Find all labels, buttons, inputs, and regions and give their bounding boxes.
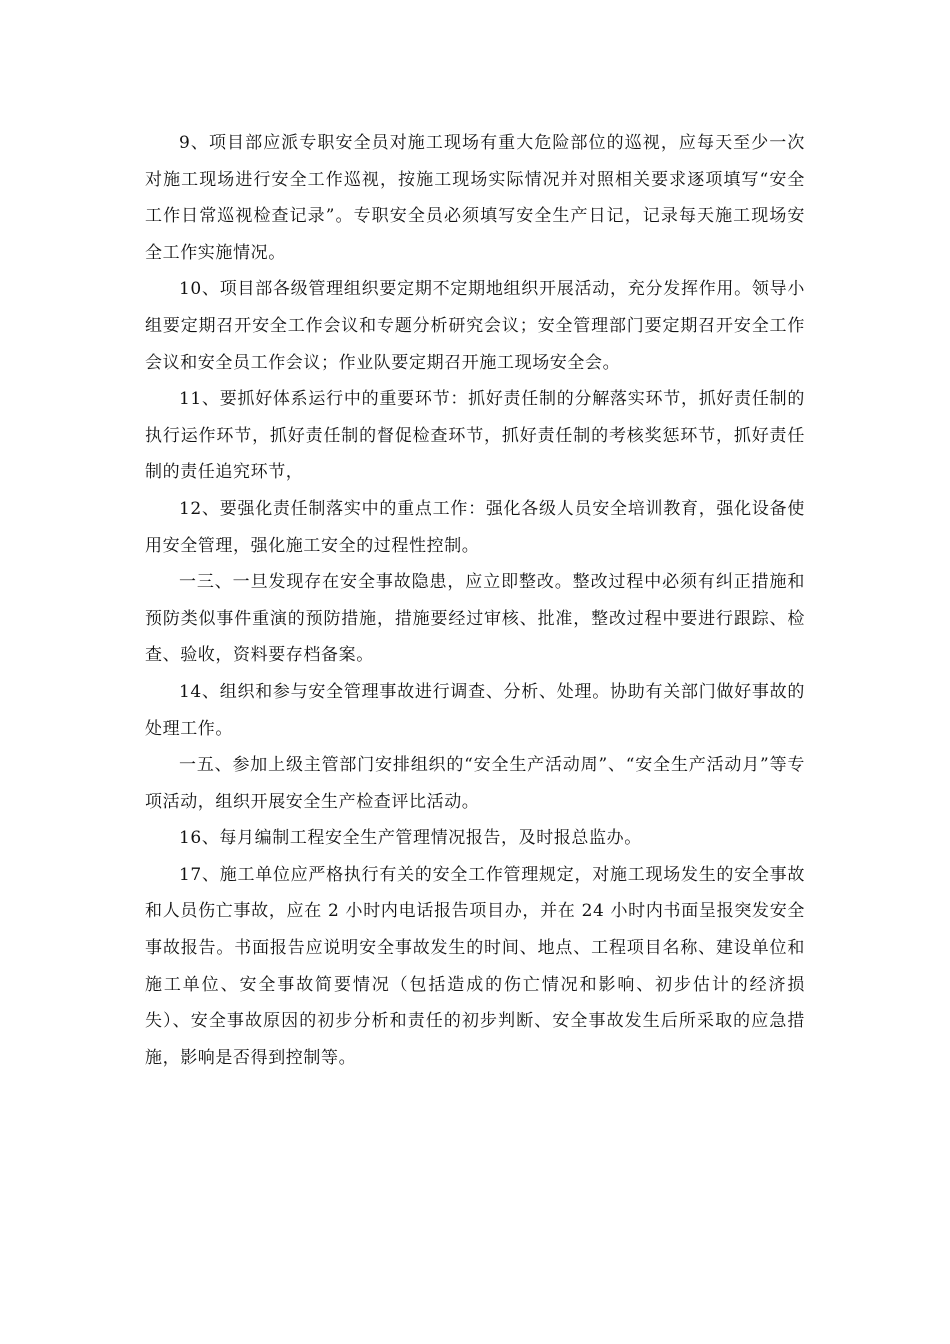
paragraph-11: 11、要抓好体系运行中的重要环节：抓好责任制的分解落实环节，抓好责任制的执行运作环节，抓好责任制的督促检查环节，抓好责任制的考核奖惩环节，抓好责任制的责任追究环节，	[145, 389, 805, 483]
paragraph-12: 12、要强化责任制落实中的重点工作：强化各级人员安全培训教育，强化设备使用安全管理，强化施工安全的过程性控制。	[145, 498, 805, 556]
paragraph-13: 一三、一旦发现存在安全事故隐患，应立即整改。整改过程中必须有纠正措施和预防类似事件重演的预防措施，措施要经过审核、批准，整改过程中要进行跟踪、检查、验收，资料要存档备案。	[145, 572, 805, 666]
document-page	[145, 125, 805, 1076]
paragraph-16: 16、每月编制工程安全生产管理情况报告，及时报总监办。	[179, 828, 642, 849]
paragraph-9: 9、项目部应派专职安全员对施工现场有重大危险部位的巡视，应每天至少一次对施工现场进行安全工作巡视，按施工现场实际情况并对照相关要求逐项填写“安全工作日常巡视检查记录”。专职安全员必须填写安全生产日记，记录每天施工现场安全工作实施情况。	[145, 133, 805, 263]
paragraph-17: 17、施工单位应严格执行有关的安全工作管理规定，对施工现场发生的安全事故和人员伤亡事故，应在 2 小时内电话报告项目办，并在 24 小时内书面呈报突发安全事故报告。书面报告应说明安全事故发生的时间、地点、工程项目名称、建设单位和施工单位、安全事故简要情况（包括造成的伤亡情况和影响、初步估计的经济损失）、安全事故原因的初步分析和责任的初步判断、安全事故发生后所采取的应急措施，影响是否得到控制等。	[145, 864, 805, 1068]
paragraph-10: 10、项目部各级管理组织要定期不定期地组织开展活动，充分发挥作用。领导小组要定期召开安全工作会议和专题分析研究会议；安全管理部门要定期召开安全工作会议和安全员工作会议；作业队要定期召开施工现场安全会。	[145, 279, 805, 373]
paragraph-15: 一五、参加上级主管部门安排组织的“安全生产活动周”、“安全生产活动月”等专项活动，组织开展安全生产检查评比活动。	[145, 755, 805, 812]
paragraph-14: 14、组织和参与安全管理事故进行调查、分析、处理。协助有关部门做好事故的处理工作。	[145, 681, 805, 739]
